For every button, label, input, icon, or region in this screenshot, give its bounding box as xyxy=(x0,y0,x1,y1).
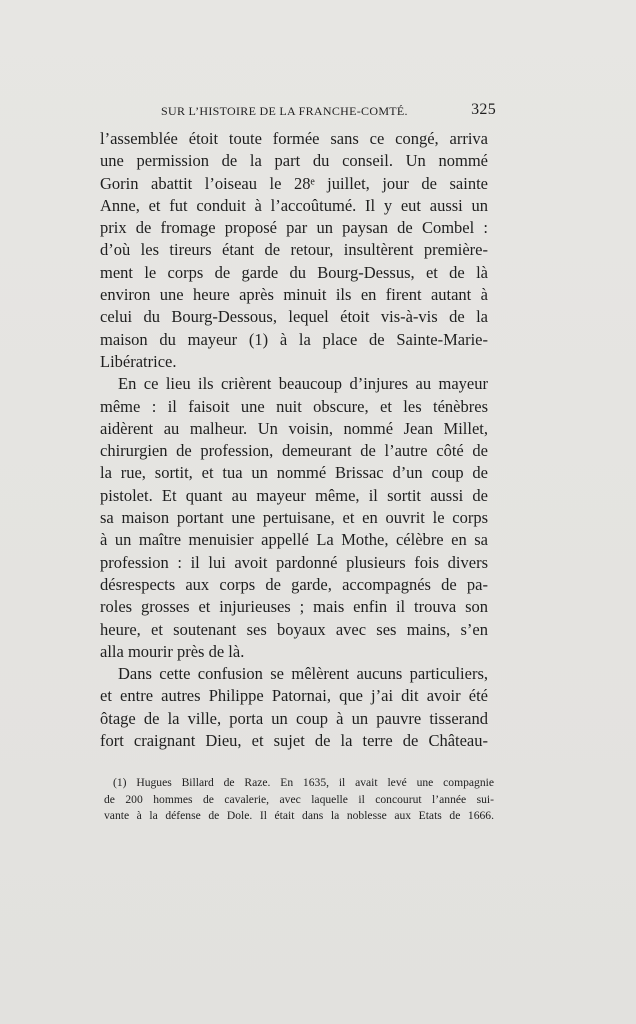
text-line: Gorin abattit l’oiseau le 28ᵉ juillet, jour de sainte xyxy=(100,173,488,193)
text-line: une permission de la part du conseil. Un nommé xyxy=(100,151,488,171)
text-line: l’assemblée étoit toute formée sans ce congé, arriva xyxy=(100,129,488,148)
text-line: celui du Bourg-Dessous, lequel étoit vis-à-vis de la xyxy=(100,307,488,327)
text-line: à un maître menuisier appellé La Mothe, célèbre en sa xyxy=(100,530,488,550)
text-line: ment le corps de garde du Bourg-Dessus, et de là xyxy=(100,262,488,282)
text-line: aidèrent au malheur. Un voisin, nommé Jean Millet, xyxy=(100,418,488,438)
running-title: SUR L’HISTOIRE DE LA FRANCHE-COMTÉ. xyxy=(161,104,408,118)
text-line: prix de fromage proposé par un paysan de Combel : xyxy=(100,218,488,238)
text-line: fort craignant Dieu, et sujet de la terre de Château- xyxy=(100,731,488,751)
page-number: 325 xyxy=(471,101,496,118)
text-line: d’où les tireurs étant de retour, insultèrent première- xyxy=(100,240,488,260)
text-line: sa maison portant une pertuisane, et en ouvrit le corps xyxy=(100,508,488,528)
text-line: même : il faisoit une nuit obscure, et les ténèbres xyxy=(100,396,488,416)
text-line: environ une heure après minuit ils en firent autant à xyxy=(100,285,488,305)
text-line: heure, et soutenant ses boyaux avec ses mains, s’en xyxy=(100,619,488,639)
text-line: Anne, et fut conduit à l’accoûtumé. Il y eut aussi un xyxy=(100,195,488,215)
text-line: alla mourir près de là. xyxy=(100,641,245,661)
text-line: En ce lieu ils crièrent beaucoup d’injures au mayeur xyxy=(118,374,488,394)
text-line: et entre autres Philippe Patornai, que j’ai dit avoir été xyxy=(100,686,488,706)
footnote-line: (1) Hugues Billard de Raze. En 1635, il avait levé une compagnie xyxy=(113,776,494,789)
text-line: chirurgien de profession, demeurant de l’autre côté de xyxy=(100,441,488,461)
text-line: désrespects aux corps de garde, accompagnés de pa- xyxy=(100,574,488,594)
footnote xyxy=(104,775,494,825)
body-text xyxy=(100,128,488,752)
footnote-line: de 200 hommes de cavalerie, avec laquelle il concourut l’année sui- xyxy=(104,792,494,806)
text-line: la rue, sortit, et tua un nommé Brissac d’un coup de xyxy=(100,463,488,483)
footnote-line: vante à la défense de Dole. Il était dans la noblesse aux Etats de 1666. xyxy=(104,809,494,822)
text-line: ôtage de la ville, porta un coup à un pauvre tisserand xyxy=(100,708,488,728)
text-line: Dans cette confusion se mêlèrent aucuns particuliers, xyxy=(118,664,488,684)
running-header xyxy=(161,100,496,120)
text-line: pistolet. Et quant au mayeur même, il sortit aussi de xyxy=(100,485,488,505)
text-line: roles grosses et injurieuses ; mais enfin il trouva son xyxy=(100,597,488,617)
text-line: profession : il lui avoit pardonné plusieurs fois divers xyxy=(100,552,488,572)
text-line: maison du mayeur (1) à la place de Sainte-Marie- xyxy=(100,329,488,349)
text-line: Libératrice. xyxy=(100,351,177,371)
